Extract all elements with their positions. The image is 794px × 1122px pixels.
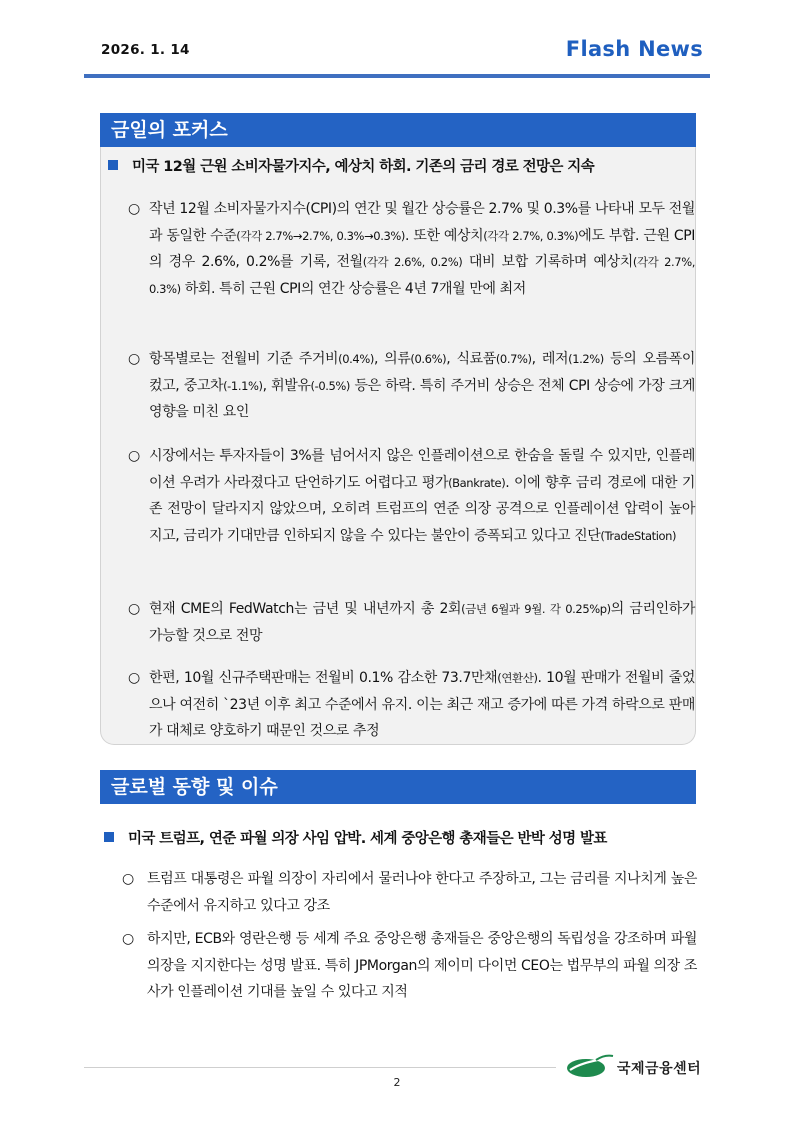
section-global-bar: 글로벌 동향 및 이슈 bbox=[100, 770, 696, 804]
bullet-note: (1.2%) bbox=[568, 352, 604, 366]
bullet-note: (각각 2.7%, 0.3%) bbox=[483, 228, 579, 243]
bullet-text bbox=[128, 346, 695, 426]
bullet-text-run: 항목별로는 전월비 기준 주거비 bbox=[149, 351, 339, 367]
global-bullet bbox=[122, 866, 697, 919]
bullet-text bbox=[122, 926, 697, 1006]
bullet-note: (TradeStation) bbox=[600, 528, 677, 543]
footer-rule bbox=[84, 1067, 556, 1068]
bullet-note: (-1.1%) bbox=[223, 378, 263, 393]
section-focus-bar: 금일의 포커스 bbox=[100, 113, 696, 147]
bullet-text-run: 하회. 특히 근원 CPI의 연간 상승률은 4년 7개월 만에 최저 bbox=[180, 280, 526, 297]
bullet-text-run: . 10월 판매가 전월비 줄었으나 여전히 `23년 이후 최고 수준에서 유지. 이는 최근 재고 증가에 따른 가격 하락으로 판매가 대체로 양호하기 때문인 것으로 추정 bbox=[149, 670, 695, 739]
focus-bullet bbox=[128, 443, 695, 549]
bullet-text bbox=[128, 665, 695, 745]
bullet-text-run: 의 금리인하가 가능할 것으로 전망 bbox=[149, 601, 695, 644]
focus-bullet bbox=[128, 596, 695, 649]
bullet-text-run: 시장에서는 투자자들이 3%를 넘어서지 않은 인플레이션으로 한숨을 돌릴 수 있지만, 인플레이션 우려가 사라졌다고 단언하기도 어렵다고 평가 bbox=[149, 448, 695, 491]
focus-bullet bbox=[128, 196, 695, 302]
bullet-note: (각각 2.7%→2.7%, 0.3%→0.3%) bbox=[236, 228, 406, 243]
bullet-text bbox=[128, 443, 695, 549]
bullet-note: (-0.5%) bbox=[310, 378, 351, 393]
bullet-note: (각각 2.7%, 0.3%) bbox=[149, 255, 695, 296]
circle-bullet-icon: ○ bbox=[128, 601, 140, 617]
bullet-text-run: 에도 부합. 근원 CPI의 경우 2.6%, 0.2%를 기록, 전월 bbox=[149, 227, 695, 270]
global-bullet bbox=[122, 926, 697, 1006]
global-headline-text: 미국 트럼프, 연준 파월 의장 사임 압박. 세계 중앙은행 총재들은 반박 성명 발표 bbox=[128, 831, 607, 847]
bullet-text-run: , 휘발유 bbox=[262, 377, 311, 394]
bullet-note: (0.7%) bbox=[495, 352, 532, 366]
square-bullet-icon bbox=[108, 160, 118, 170]
circle-bullet-icon: ○ bbox=[128, 201, 140, 217]
bullet-text-run: , 식료품 bbox=[446, 351, 496, 367]
focus-headline-text: 미국 12월 근원 소비자물가지수, 예상치 하회. 기존의 금리 경로 전망은 지속 bbox=[132, 159, 595, 175]
bullet-note: (금년 6월과 9월. 각 0.25%p) bbox=[461, 602, 611, 616]
focus-headline bbox=[108, 155, 594, 176]
circle-bullet-icon: ○ bbox=[122, 931, 134, 947]
bullet-note: (각각 2.6%, 0.2%) bbox=[362, 255, 463, 269]
bullet-text-run: 작년 12월 소비자물가지수(CPI)의 연간 및 월간 상승률은 2.7% 및 0.3%를 나타내 모두 전월과 동일한 수준 bbox=[149, 201, 695, 244]
footer-org-name: 국제금융센터 bbox=[617, 1061, 702, 1077]
circle-bullet-icon: ○ bbox=[128, 448, 140, 464]
global-headline bbox=[104, 827, 607, 848]
bullet-text-run: 현재 CME의 FedWatch는 금년 및 내년까지 총 2회 bbox=[149, 601, 462, 617]
bullet-text-run: , 레저 bbox=[531, 351, 569, 367]
square-bullet-icon bbox=[104, 832, 114, 842]
bullet-text bbox=[128, 596, 695, 649]
bullet-text-run: 한편, 10월 신규주택판매는 전월비 0.1% 감소한 73.7만채 bbox=[149, 670, 498, 686]
focus-bullet bbox=[128, 665, 695, 745]
bullet-text-run: . 또한 예상치 bbox=[405, 227, 484, 244]
page-number: 2 bbox=[393, 1076, 401, 1089]
circle-bullet-icon: ○ bbox=[128, 351, 140, 367]
bullet-text-run: 하지만, ECB와 영란은행 등 세계 주요 중앙은행 총재들은 중앙은행의 독립성을 강조하며 파월 의장을 지지한다는 성명 발표. 특히 JPMorgan의 제이미 다이먼 CEO는 법무부의 파월 의장 조사가 인플레이션 기대를 높일 수 있다고 지적 bbox=[147, 931, 697, 1000]
bullet-text-run: 트럼프 대통령은 파월 의장이 자리에서 물러나야 한다고 주장하고, 그는 금리를 지나치게 높은 수준에서 유지하고 있다고 강조 bbox=[147, 871, 697, 914]
bullet-note: (0.6%) bbox=[410, 352, 447, 366]
bullet-note: (Bankrate) bbox=[448, 475, 506, 490]
page-date: 2026. 1. 14 bbox=[101, 42, 190, 58]
bullet-text bbox=[128, 196, 695, 302]
bullet-note: (0.4%) bbox=[338, 352, 374, 366]
bullet-text-run: 대비 보합 기록하며 예상치 bbox=[462, 254, 633, 270]
header-rule bbox=[84, 74, 710, 78]
focus-bullet bbox=[128, 346, 695, 426]
bullet-text bbox=[122, 866, 697, 919]
bullet-text-run: 등의 오름폭이 컸고, 중고차 bbox=[149, 351, 695, 394]
circle-bullet-icon: ○ bbox=[122, 871, 134, 887]
bullet-text-run: 등은 하락. 특히 주거비 상승은 전체 CPI 상승에 가장 크게 영향을 미친 요인 bbox=[149, 377, 695, 420]
bullet-note: (연환산) bbox=[497, 671, 538, 685]
page-title: Flash News bbox=[565, 37, 703, 61]
bullet-text-run: . 이에 향후 금리 경로에 대한 기존 전망이 달라지지 않았으며, 오히려 트럼프의 연준 의장 공격으로 인플레이션 압력이 높아지고, 금리가 기대만큼 인하되지 않을 수 있다는 불안이 증폭되고 있다고 진단 bbox=[149, 474, 695, 544]
circle-bullet-icon: ○ bbox=[128, 670, 140, 686]
bullet-text-run: , 의류 bbox=[373, 351, 411, 367]
